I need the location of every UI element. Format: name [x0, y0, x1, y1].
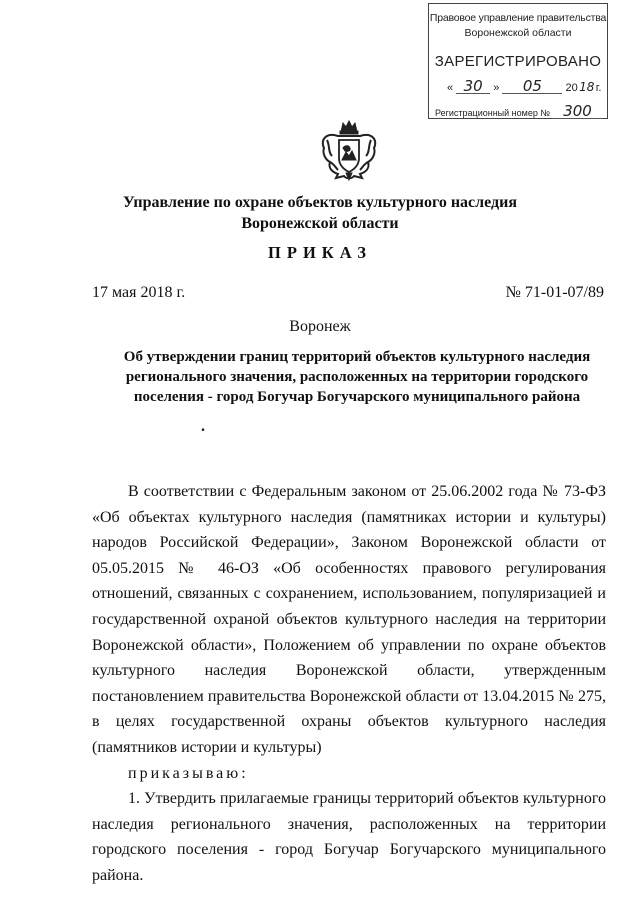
document-body — [92, 479, 606, 889]
stamp-authority-line1: Правовое управление правительства — [429, 12, 607, 24]
coat-of-arms-icon — [316, 118, 382, 184]
stamp-month: 05 — [502, 79, 562, 94]
stamp-authority-line2: Воронежской области — [464, 27, 572, 39]
stamp-open-quote: « — [447, 82, 454, 94]
document-type: ПРИКАЗ — [268, 243, 372, 262]
document-date: 17 мая 2018 г. — [92, 284, 186, 301]
stamp-date — [447, 79, 601, 94]
stamp-registered: ЗАРЕГИСТРИРОВАНО — [434, 53, 602, 70]
subject-line2: регионального значения, расположенных на территории городского — [125, 369, 589, 385]
org-line1: Управление по охране объектов культурного наследия — [123, 194, 517, 211]
order-item-1: 1. Утвердить прилагаемые границы территорий объектов культурного наследия регионального значения, расположенных на территории городского поселения - город Богучар Богучарского муниципального района. — [92, 790, 606, 884]
stamp-year-prefix: 20 — [565, 82, 578, 94]
stamp-number: 300 — [553, 104, 603, 119]
issuing-organization — [0, 192, 640, 234]
stamp-number-label: Регистрационный номер № — [435, 108, 551, 118]
registration-stamp — [428, 3, 608, 119]
subject-line1: Об утверждении границ территорий объектов культурного наследия — [123, 349, 591, 365]
subject-line3: поселения - город Богучар Богучарского муниципального района — [133, 389, 581, 405]
stamp-day: 30 — [456, 79, 490, 94]
org-line2: Воронежской области — [241, 215, 399, 232]
preamble-paragraph: В соответствии с Федеральным законом от 25.06.2002 года № 73-ФЗ «Об объектах культурного наследия (памятниках истории и культуры) народов Российской Федерации», Законом Воронежской области от 05.05.2015 № 46-ОЗ «Об особенностях правового регулирования отношений, связанных с сохранением, использованием, популяризацией и государственной охраной объектов культурного наследия на территории Воронежской области», Положением об управлении по охране объектов культурного наследия Воронежской области, утвержденным постановлением правительства Воронежской области от 13.04.2015 № 275, в целях государственной охраны объектов культурного наследия (памятников истории и культуры) — [92, 483, 606, 756]
stamp-close-quote: » — [493, 82, 500, 94]
stamp-year: 18 — [579, 80, 595, 94]
stamp-year-suffix: г. — [595, 82, 602, 94]
document-number: № 71-01-07/89 — [505, 284, 604, 301]
document-subject — [92, 347, 622, 407]
order-word: приказываю: — [128, 764, 249, 782]
document-city: Воронеж — [289, 318, 351, 335]
stray-mark: . — [201, 418, 205, 435]
stamp-number-line — [435, 104, 603, 119]
